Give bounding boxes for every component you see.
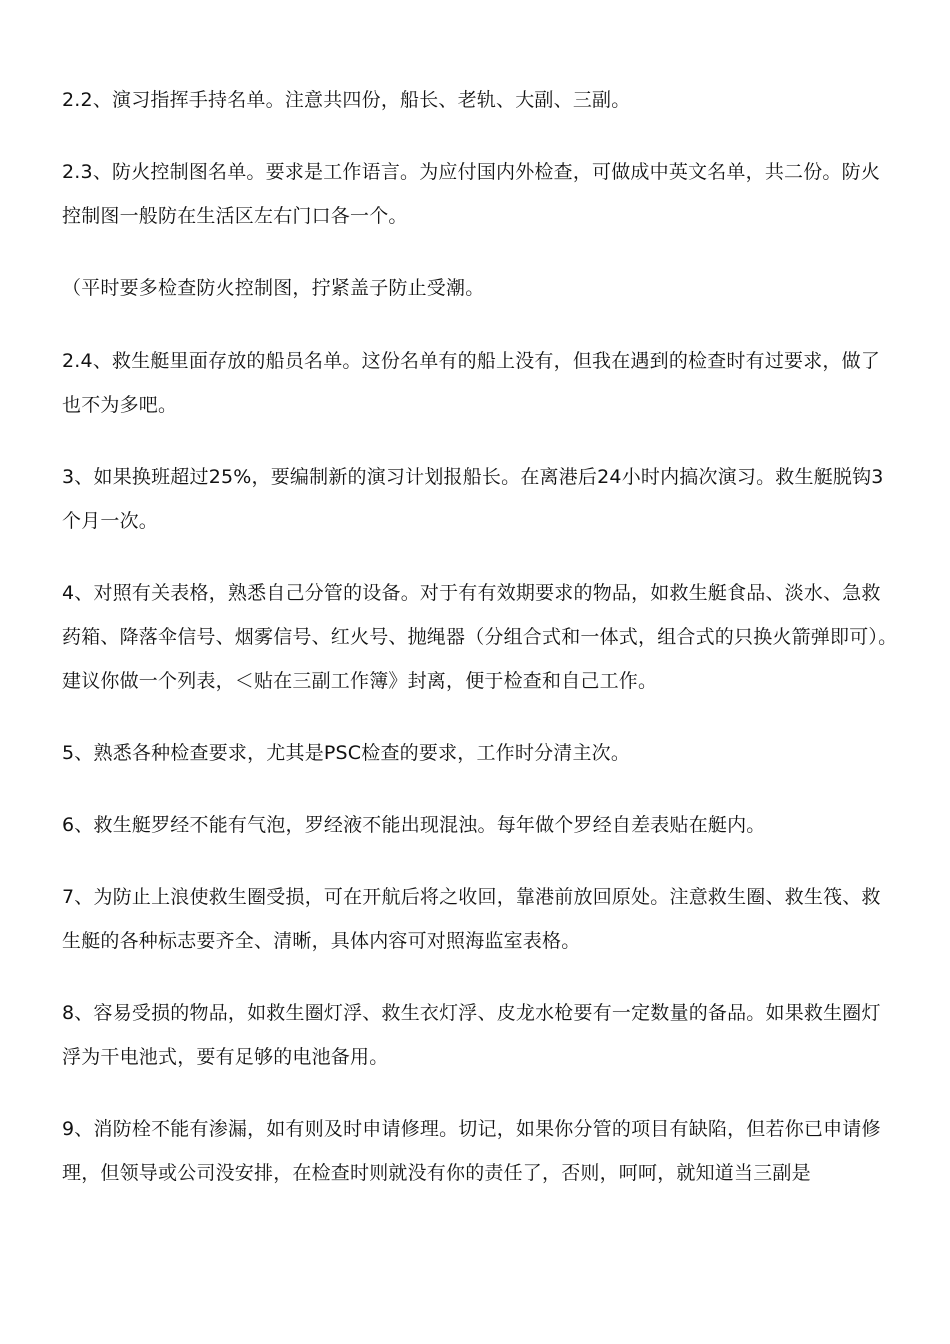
paragraph-7: 7、为防止上浪使救生圈受损，可在开航后将之收回，靠港前放回原处。注意救生圈、救生筏、救生艇的各种标志要齐全、清晰，具体内容可对照海监室表格。: [62, 886, 881, 952]
paragraph-8: 8、容易受损的物品，如救生圈灯浮、救生衣灯浮、皮龙水枪要有一定数量的备品。如果救生圈灯浮为干电池式，要有足够的电池备用。: [62, 1002, 881, 1068]
paragraph-2-3: 2.3、防火控制图名单。要求是工作语言。为应付国内外检查，可做成中英文名单，共二份。防火控制图一般防在生活区左右门口各一个。: [62, 161, 881, 227]
paragraph-3: 3、如果换班超过25%，要编制新的演习计划报船长。在离港后24小时内搞次演习。救生艇脱钩3个月一次。: [62, 466, 884, 532]
paragraph-9: 9、消防栓不能有渗漏，如有则及时申请修理。切记，如果你分管的项目有缺陷，但若你已申请修理，但领导或公司没安排，在检查时则就没有你的责任了，否则，呵呵，就知道当三副是: [62, 1118, 881, 1184]
paragraph-5: 5、熟悉各种检查要求，尤其是PSC检查的要求，工作时分清主次。: [62, 742, 631, 764]
paragraph-4: 4、对照有关表格，熟悉自己分管的设备。对于有有效期要求的物品，如救生艇食品、淡水、急救药箱、降落伞信号、烟雾信号、红火号、抛绳器（分组合式和一体式，组合式的只换火箭弹即可）。建议你做一个列表，＜贴在三副工作簿》封离，便于检查和自己工作。: [62, 582, 898, 692]
paragraph-6: 6、救生艇罗经不能有气泡，罗经液不能出现混浊。每年做个罗经自差表贴在艇内。: [62, 814, 766, 836]
document-body: [62, 78, 898, 1195]
paragraph-2-2: 2.2、演习指挥手持名单。注意共四份，船长、老轨、大副、三副。: [62, 89, 631, 111]
paragraph-note: （平时要多检查防火控制图，拧紧盖子防止受潮。: [62, 277, 485, 299]
paragraph-2-4: 2.4、救生艇里面存放的船员名单。这份名单有的船上没有，但我在遇到的检查时有过要求，做了也不为多吧。: [62, 350, 881, 416]
